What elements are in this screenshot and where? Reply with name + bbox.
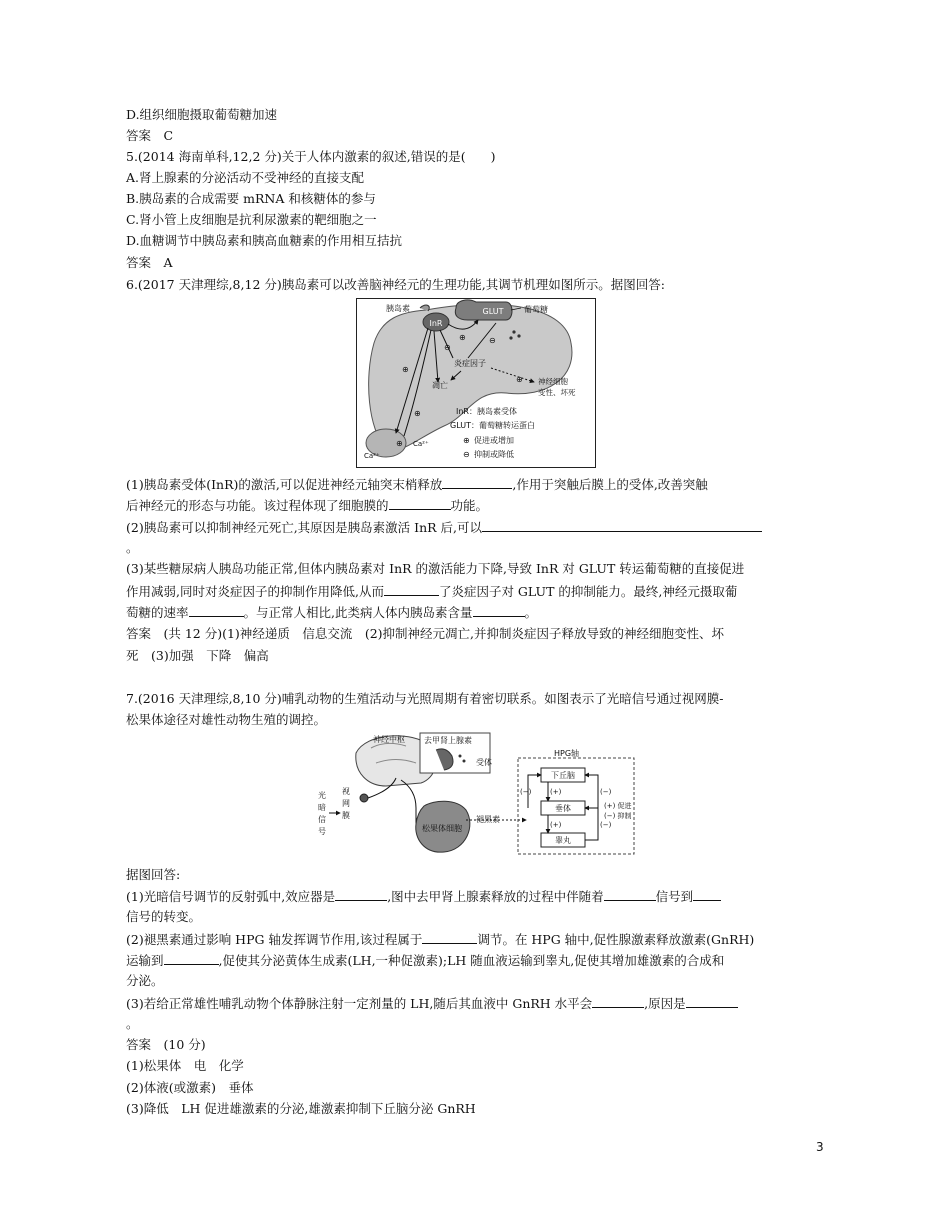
- glucose-label: 葡萄糖: [524, 305, 548, 314]
- q6-part2-line1: (2)胰岛素可以抑制神经元死亡,其原因是胰岛素激活 InR 后,可以: [126, 518, 762, 537]
- q6-part3-line2: 作用减弱,同时对炎症因子的抑制作用降低,从而 了炎症因子对 GLUT 的抑制能力。最终,神经元摄取葡: [126, 584, 738, 599]
- legend-inr: InR：胰岛素受体: [456, 407, 517, 416]
- q6-part1-line2: 后神经元的形态与功能。该过程体现了细胞膜的 功能。: [126, 498, 489, 513]
- option-d: D.组织细胞摄取葡萄糖加速: [126, 107, 278, 122]
- neuron-damage-label-2: 变性、坏死: [538, 388, 576, 397]
- legend-promote: (+) 促进: [604, 802, 632, 810]
- apoptosis-label: 凋亡: [432, 381, 448, 390]
- q7-part3-line2: 。: [126, 1016, 139, 1031]
- q7-answer-2: (2)体液(或激素) 垂体: [126, 1080, 254, 1095]
- insulin-label: 胰岛素: [386, 304, 410, 313]
- question-6-stem: 6.(2017 天津理综,8,12 分)胰岛素可以改善脑神经元的生理功能,其调节机理如图所示。据图回答:: [126, 277, 665, 292]
- answer-blank[interactable]: [422, 930, 477, 944]
- plus-sign: ⊕: [516, 375, 523, 384]
- q7-answer-3: (3)降低 LH 促进雄激素的分泌,雄激素抑制下丘脑分泌 GnRH: [126, 1101, 476, 1116]
- noradrenaline-label: 去甲肾上腺素: [424, 736, 472, 745]
- minus-sign: (−): [600, 788, 612, 796]
- q7-part2-line1: (2)褪黑素通过影响 HPG 轴发挥调节作用,该过程属于 调节。在 HPG 轴中,促性腺激素释放激素(GnRH): [126, 932, 755, 947]
- receptor-label: 受体: [476, 758, 492, 767]
- q7-part2-line3: 分泌。: [126, 973, 164, 988]
- answer-blank[interactable]: [164, 951, 219, 965]
- q5-option-b: B.胰岛素的合成需要 mRNA 和核糖体的参与: [126, 191, 376, 206]
- minus-sign: ⊖: [489, 336, 496, 345]
- legend-plus-symbol: ⊕: [463, 436, 470, 445]
- retina-label-2: 网: [342, 799, 350, 808]
- answer-blank[interactable]: [189, 603, 244, 617]
- q6-part3-line3: 萄糖的速率 。与正常人相比,此类病人体内胰岛素含量 。: [126, 605, 538, 620]
- legend-promote: 促进或增加: [474, 436, 514, 445]
- testis-label: 睾丸: [555, 836, 571, 845]
- plus-sign: (+): [550, 788, 562, 796]
- q7-part3-line1: (3)若给正常雄性哺乳动物个体静脉注射一定剂量的 LH,随后其血液中 GnRH 水平会 ,原因是: [126, 994, 738, 1013]
- q6-part2-line2: 。: [126, 540, 139, 555]
- minus-sign: ⊖: [444, 343, 451, 352]
- legend-minus-symbol: ⊖: [463, 450, 470, 459]
- calcium-label: Ca²⁺: [413, 440, 429, 448]
- q5-option-c: C.肾小管上皮细胞是抗利尿激素的靶细胞之一: [126, 212, 377, 227]
- page-number: 3: [816, 1140, 824, 1154]
- q7-part1-line2: 信号的转变。: [126, 909, 202, 924]
- hpg-axis-figure: [316, 728, 636, 858]
- light-signal-label-1: 光: [318, 791, 326, 800]
- q6-part1-line1: (1)胰岛素受体(InR)的激活,可以促进神经元轴突末梢释放 ,作用于突触后膜上的受体,改善突触: [126, 477, 708, 492]
- answer-blank[interactable]: [686, 994, 738, 1008]
- minus-sign: (−): [520, 788, 532, 796]
- answer-blank[interactable]: [693, 887, 721, 901]
- calcium-label: Ca²⁺: [364, 452, 380, 460]
- q7-answer: 答案 (10 分): [126, 1037, 206, 1052]
- question-7-stem-line2: 松果体途径对雄性动物生殖的调控。: [126, 712, 327, 727]
- plus-sign: ⊕: [414, 409, 421, 418]
- retina-label-1: 视: [342, 787, 350, 796]
- glut-label: GLUT: [482, 307, 504, 316]
- question-5-stem: 5.(2014 海南单科,12,2 分)关于人体内激素的叙述,错误的是( ): [126, 149, 496, 164]
- minus-sign: (−): [600, 821, 612, 829]
- melatonin-label: 褪黑素: [476, 815, 500, 824]
- q6-answer-line2: 死 (3)加强 下降 偏高: [126, 648, 269, 663]
- light-signal-label-2: 暗: [318, 803, 326, 812]
- q7-intro: 据图回答:: [126, 867, 181, 882]
- plus-sign: ⊕: [459, 333, 466, 342]
- legend-inhibit: 抑制或降低: [474, 450, 514, 459]
- q5-option-a: A.肾上腺素的分泌活动不受神经的直接支配: [126, 170, 365, 185]
- retina-label-3: 膜: [342, 811, 350, 820]
- answer-blank[interactable]: [482, 518, 762, 532]
- insulin-mechanism-figure: [356, 298, 596, 468]
- plus-sign: ⊕: [396, 439, 403, 448]
- legend-inhibit: (−) 抑制: [604, 812, 632, 820]
- neuron-damage-label-1: 神经细胞: [538, 377, 568, 386]
- hpg-axis-label: HPG轴: [554, 749, 580, 758]
- inr-label: InR: [429, 319, 443, 328]
- answer-blank[interactable]: [335, 887, 387, 901]
- pineal-cell-label: 松果体细胞: [422, 824, 462, 833]
- answer-blank[interactable]: [473, 603, 525, 617]
- plus-sign: ⊕: [402, 365, 409, 374]
- q6-part3-line1: (3)某些糖尿病人胰岛功能正常,但体内胰岛素对 InR 的激活能力下降,导致 InR 对 GLUT 转运葡萄糖的直接促进: [126, 561, 745, 576]
- inflammation-label: 炎症因子: [454, 359, 486, 368]
- q7-part1-line1: (1)光暗信号调节的反射弧中,效应器是 ,图中去甲肾上腺素释放的过程中伴随着 信号到: [126, 887, 721, 906]
- answer-blank[interactable]: [592, 994, 644, 1008]
- answer-blank[interactable]: [389, 496, 451, 510]
- light-signal-label-4: 号: [318, 827, 326, 836]
- hypothalamus-label: 下丘脑: [551, 771, 575, 780]
- neural-center-label: 神经中枢: [373, 735, 405, 744]
- light-signal-label-3: 信: [318, 815, 326, 824]
- pituitary-label: 垂体: [555, 804, 571, 813]
- answer-blank[interactable]: [384, 582, 439, 596]
- legend-glut: GLUT：葡萄糖转运蛋白: [450, 421, 535, 430]
- q7-part2-line2: 运输到 ,促使其分泌黄体生成素(LH,一种促激素);LH 随血液运输到睾丸,促使其增加雄激素的合成和: [126, 953, 725, 968]
- q6-answer-line1: 答案 (共 12 分)(1)神经递质 信息交流 (2)抑制神经元凋亡,并抑制炎症因子释放导致的神经细胞变性、坏: [126, 626, 724, 641]
- answer: 答案 C: [126, 128, 174, 143]
- plus-sign: (+): [550, 821, 562, 829]
- q7-answer-1: (1)松果体 电 化学: [126, 1058, 244, 1073]
- question-7-stem-line1: 7.(2016 天津理综,8,10 分)哺乳动物的生殖活动与光照周期有着密切联系。如图表示了光暗信号通过视网膜-: [126, 691, 724, 706]
- answer-blank[interactable]: [442, 475, 512, 489]
- q5-answer: 答案 A: [126, 255, 173, 270]
- answer-blank[interactable]: [604, 887, 656, 901]
- q5-option-d: D.血糖调节中胰岛素和胰高血糖素的作用相互拮抗: [126, 233, 403, 248]
